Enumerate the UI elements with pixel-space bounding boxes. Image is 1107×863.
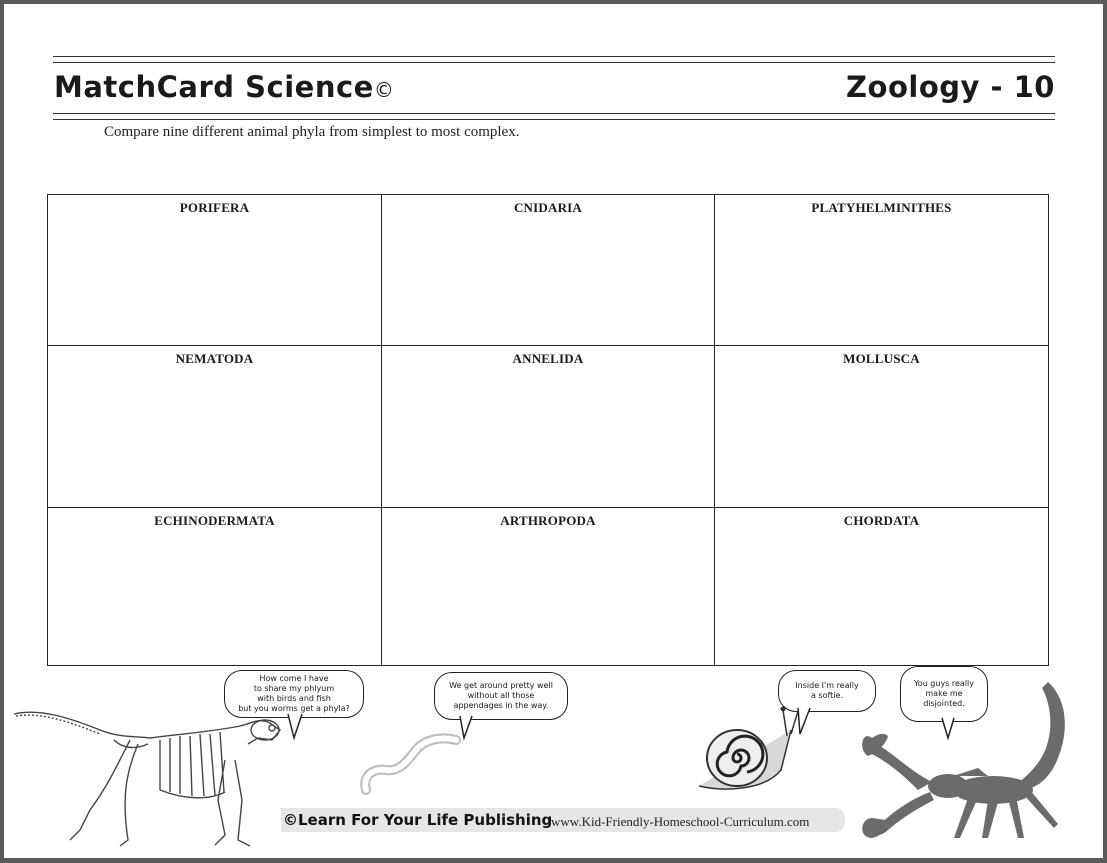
instructions-text: Compare nine different animal phyla from simplest to most complex. [104,124,520,140]
phylum-label: NEMATODA [175,351,254,366]
header-rule-top [53,56,1055,57]
phylum-cell-nematoda[interactable] [48,346,382,508]
phylum-cell-platyhelminithes[interactable] [715,195,1048,346]
header-rule-top-2 [53,62,1055,63]
phyla-grid [47,194,1049,666]
website-link[interactable]: www.Kid-Friendly-Homeschool-Curriculum.com [551,814,810,829]
phylum-label: ANNELIDA [512,351,584,366]
phylum-cell-porifera[interactable] [48,195,382,346]
phylum-label: MOLLUSCA [843,351,920,366]
worm-speech-bubble: We get around pretty well without all those appendages in the way. [434,672,568,720]
phylum-cell-annelida[interactable] [382,346,715,508]
phylum-cell-arthropoda[interactable] [382,508,715,665]
skeleton-speech-bubble: How come I have to share my phlyum with birds and fish but you worms get a phyla? [224,670,364,718]
worksheet-title [54,70,394,104]
skeleton-bubble-tail [286,714,306,742]
title-text: MatchCard Science [54,70,374,104]
scorpion-speech-bubble: You guys really make me disjointed. [900,666,988,722]
header-rule-bottom [53,113,1055,114]
worm-illustration [360,730,470,800]
snail-bubble-tail [796,708,816,736]
skeleton-illustration [10,700,290,850]
worm-bubble-tail [458,716,478,740]
phylum-label: CNIDARIA [513,200,583,215]
phylum-label: ECHINODERMATA [154,513,275,528]
phylum-cell-echinodermata[interactable] [48,508,382,665]
subject-label: Zoology - 10 [846,70,1055,104]
phylum-label: ARTHROPODA [500,513,596,528]
phylum-cell-mollusca[interactable] [715,346,1048,508]
snail-illustration [695,700,805,800]
phylum-label: PORIFERA [179,200,250,215]
phylum-label: CHORDATA [843,513,920,528]
phylum-label: PLATYHELMINITHES [811,200,952,215]
phylum-cell-chordata[interactable] [715,508,1048,665]
publisher-credit: ©Learn For Your Life Publishing [283,811,553,829]
snail-speech-bubble: Inside I'm really a softie. [778,670,876,712]
header-rule-bottom-2 [53,119,1055,120]
title-copyright: © [373,78,395,102]
phylum-cell-cnidaria[interactable] [382,195,715,346]
scorpion-bubble-tail [940,718,960,740]
